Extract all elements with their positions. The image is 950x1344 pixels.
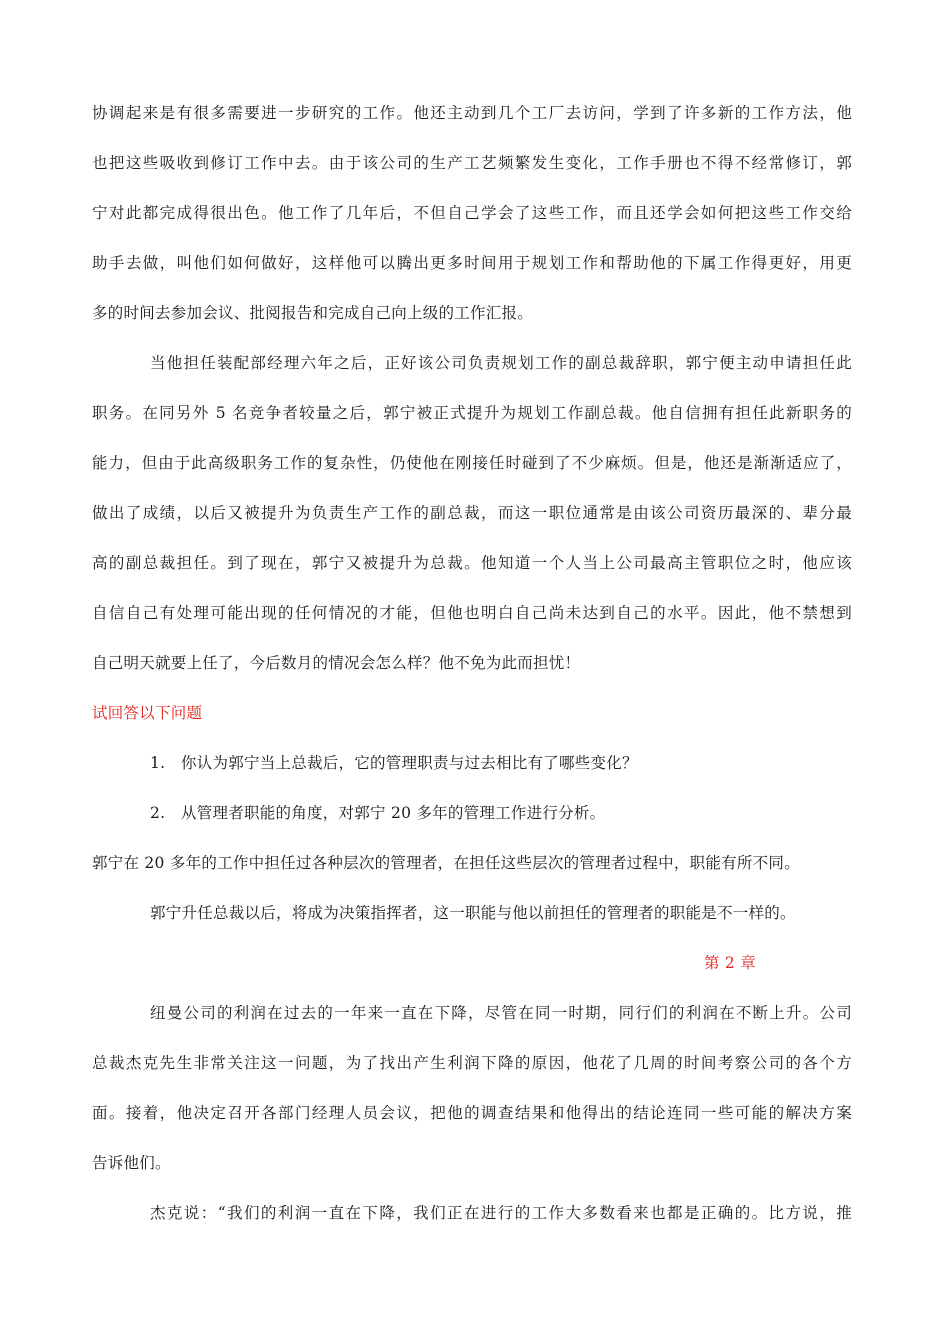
paragraph-2-line: 自信自己有处理可能出现的任何情况的才能，但他也明白自己尚未达到自己的水平。因此，他不禁想到 [92,604,852,622]
paragraph-3-line: 总裁杰克先生非常关注这一问题，为了找出产生利润下降的原因，他花了几周的时间考察公司的各个方 [92,1054,852,1072]
chapter-title: 第 2 章 [704,954,756,972]
paragraph-1-line: 多的时间去参加会议、批阅报告和完成自己向上级的工作汇报。 [92,304,534,322]
paragraph-3-line: 面。接着，他决定召开各部门经理人员会议，把他的调查结果和他得出的结论连同一些可能的解决方案 [92,1104,852,1122]
paragraph-1-line: 助手去做，叫他们如何做好，这样他可以腾出更多时间用于规划工作和帮助他的下属工作得更好，用更 [92,254,852,272]
paragraph-2-line: 做出了成绩，以后又被提升为负责生产工作的副总裁，而这一职位通常是由该公司资历最深的、辈分最 [92,504,852,522]
question-item: 1. 你认为郭宁当上总裁后，它的管理职责与过去相比有了哪些变化？ [150,754,638,772]
paragraph-4-line: 杰克说：“我们的利润一直在下降，我们正在进行的工作大多数看来也都是正确的。比方说，推 [150,1204,852,1222]
answer-line: 郭宁升任总裁以后，将成为决策指挥者，这一职能与他以前担任的管理者的职能是不一样的。 [150,904,796,922]
question-item: 2. 从管理者职能的角度，对郭宁 20 多年的管理工作进行分析。 [150,804,606,822]
paragraph-1-line: 宁对此都完成得很出色。他工作了几年后，不但自己学会了这些工作，而且还学会如何把这些工作交给 [92,204,852,222]
paragraph-2-line: 能力，但由于此高级职务工作的复杂性，仍使他在刚接任时碰到了不少麻烦。但是，他还是渐渐适应了， [92,454,852,472]
paragraph-2-line: 高的副总裁担任。到了现在，郭宁又被提升为总裁。他知道一个人当上公司最高主管职位之时，他应该 [92,554,852,572]
paragraph-3-line: 告诉他们。 [92,1154,171,1172]
paragraph-3-line: 纽曼公司的利润在过去的一年来一直在下降，尽管在同一时期，同行们的利润在不断上升。公司 [150,1004,852,1022]
questions-heading: 试回答以下问题 [92,704,203,722]
paragraph-2-line: 职务。在同另外 5 名竞争者较量之后，郭宁被正式提升为规划工作副总裁。他自信拥有担任此新职务的 [92,404,852,422]
paragraph-2-line: 当他担任装配部经理六年之后，正好该公司负责规划工作的副总裁辞职，郭宁便主动申请担任此 [150,354,852,372]
paragraph-1-line: 协调起来是有很多需要进一步研究的工作。他还主动到几个工厂去访问，学到了许多新的工作方法，他 [92,104,852,122]
paragraph-1-line: 也把这些吸收到修订工作中去。由于该公司的生产工艺频繁发生变化，工作手册也不得不经常修订，郭 [92,154,852,172]
paragraph-2-line: 自己明天就要上任了，今后数月的情况会怎么样？他不免为此而担忧！ [92,654,581,672]
answer-line: 郭宁在 20 多年的工作中担任过各种层次的管理者，在担任这些层次的管理者过程中，职能有所不同。 [92,854,800,872]
